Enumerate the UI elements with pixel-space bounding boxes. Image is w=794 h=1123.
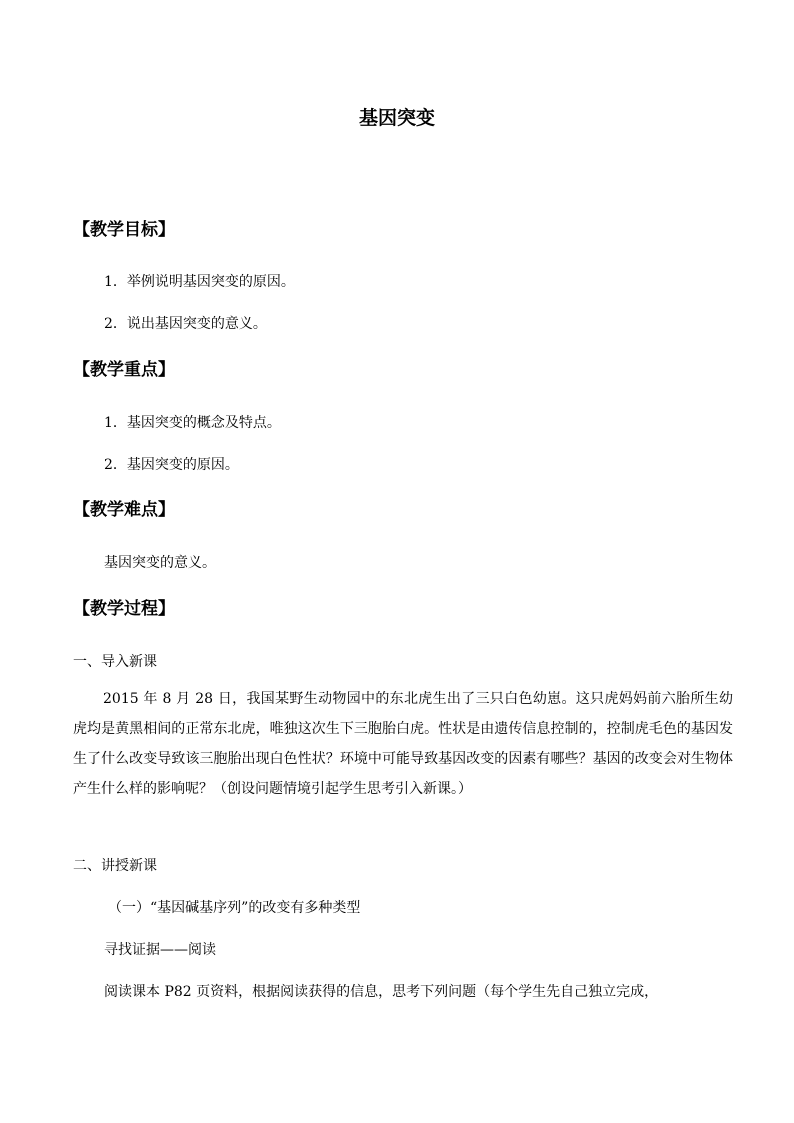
heading-difficulties: 【教学难点】 — [73, 500, 175, 520]
reading-instruction: 阅读课本 P82 页资料，根据阅读获得的信息，思考下列问题（每个学生先自己独立完成， — [104, 984, 659, 1000]
difficulty-item-1: 基因突变的意义。 — [104, 555, 216, 571]
heading-key-points: 【教学重点】 — [73, 360, 175, 380]
intro-paragraph: 2015 年 8 月 28 日，我国某野生动物园中的东北虎生出了三只白色幼崽。这只虎妈妈前六胎所生幼虎均是黄黑相间的正常东北虎，唯独这次生下三胞胎白虎。性状是由遗传信息控制的，控制虎毛色的基因发生了什么改变导致该三胞胎出现白色性状？环境中可能导致基因改变的因素有哪些？基因的改变会对生物体产生什么样的影响呢？（创设问题情境引起学生思考引入新课。） — [73, 691, 733, 797]
heading-teaching-goals: 【教学目标】 — [73, 220, 175, 240]
goal-item-1: 1．举例说明基因突变的原因。 — [104, 274, 295, 290]
page-title: 基因突变 — [358, 107, 435, 129]
key-point-item-1: 1．基因突变的概念及特点。 — [104, 415, 281, 431]
part2-title: 二、讲授新课 — [73, 858, 157, 874]
heading-teaching-process: 【教学过程】 — [73, 599, 175, 619]
part1-title: 一、导入新课 — [73, 654, 157, 670]
evidence-label: 寻找证据——阅读 — [104, 942, 216, 958]
subsection-1-title: （一）“基因碱基序列”的改变有多种类型 — [108, 900, 361, 916]
key-point-item-2: 2．基因突变的原因。 — [104, 457, 239, 473]
goal-item-2: 2．说出基因突变的意义。 — [104, 316, 267, 332]
